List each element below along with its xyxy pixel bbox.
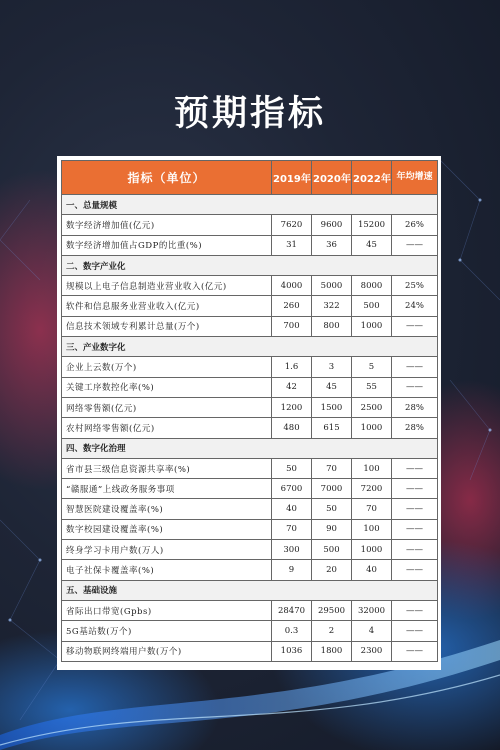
row-label: 软件和信息服务业营业收入(亿元) <box>62 296 272 316</box>
value-2019: 9 <box>272 560 312 580</box>
value-2019: 42 <box>272 377 312 397</box>
value-2020: 7000 <box>312 479 352 499</box>
value-2020: 1800 <box>312 641 352 661</box>
section-row <box>62 438 438 458</box>
row-label: 关键工序数控化率(%) <box>62 377 272 397</box>
value-2019: 1.6 <box>272 357 312 377</box>
value-growth: —— <box>392 316 438 336</box>
value-growth: —— <box>392 540 438 560</box>
row-label: 省际出口带宽(Gpbs) <box>62 600 272 620</box>
row-label: “赣服通”上线政务服务事项 <box>62 479 272 499</box>
value-2019: 480 <box>272 418 312 438</box>
value-2019: 28470 <box>272 600 312 620</box>
value-growth: —— <box>392 621 438 641</box>
value-2019: 70 <box>272 519 312 539</box>
value-2019: 6700 <box>272 479 312 499</box>
value-2020: 70 <box>312 458 352 478</box>
table-row <box>62 641 438 661</box>
row-label: 终身学习卡用户数(万人) <box>62 540 272 560</box>
value-growth: —— <box>392 377 438 397</box>
section-label: 三、产业数字化 <box>62 337 438 357</box>
value-2020: 500 <box>312 540 352 560</box>
value-2022: 1000 <box>352 316 392 336</box>
section-label: 二、数字产业化 <box>62 255 438 275</box>
value-2020: 29500 <box>312 600 352 620</box>
value-2019: 7620 <box>272 215 312 235</box>
table-row <box>62 316 438 336</box>
value-growth: 28% <box>392 418 438 438</box>
value-2020: 20 <box>312 560 352 580</box>
value-2019: 1036 <box>272 641 312 661</box>
header-2020: 2020年 <box>312 161 352 195</box>
table-row <box>62 276 438 296</box>
section-label: 一、总量规模 <box>62 195 438 215</box>
table-row <box>62 377 438 397</box>
value-2022: 40 <box>352 560 392 580</box>
value-growth: 24% <box>392 296 438 316</box>
value-growth: —— <box>392 560 438 580</box>
table-row <box>62 600 438 620</box>
value-2022: 7200 <box>352 479 392 499</box>
value-growth: —— <box>392 479 438 499</box>
indicator-table <box>61 160 438 662</box>
table-row <box>62 479 438 499</box>
value-2022: 100 <box>352 458 392 478</box>
header-2019: 2019年 <box>272 161 312 195</box>
value-2022: 1000 <box>352 540 392 560</box>
value-2020: 45 <box>312 377 352 397</box>
row-label: 数字经济增加值(亿元) <box>62 215 272 235</box>
value-2020: 5000 <box>312 276 352 296</box>
value-growth: —— <box>392 235 438 255</box>
value-2022: 2500 <box>352 397 392 417</box>
table-row <box>62 540 438 560</box>
row-label: 企业上云数(万个) <box>62 357 272 377</box>
row-label: 网络零售额(亿元) <box>62 397 272 417</box>
section-label: 四、数字化治理 <box>62 438 438 458</box>
value-2022: 4 <box>352 621 392 641</box>
value-growth: —— <box>392 519 438 539</box>
value-2020: 615 <box>312 418 352 438</box>
value-2022: 5 <box>352 357 392 377</box>
table-row <box>62 519 438 539</box>
value-2019: 260 <box>272 296 312 316</box>
value-2022: 32000 <box>352 600 392 620</box>
section-row <box>62 337 438 357</box>
value-2022: 100 <box>352 519 392 539</box>
row-label: 信息技术领域专利累计总量(万个) <box>62 316 272 336</box>
value-2020: 50 <box>312 499 352 519</box>
value-growth: —— <box>392 458 438 478</box>
table-row <box>62 621 438 641</box>
page-title: 预期指标 <box>173 94 326 134</box>
header-indicator: 指标（单位） <box>62 161 272 195</box>
value-2019: 50 <box>272 458 312 478</box>
value-growth: —— <box>392 641 438 661</box>
row-label: 数字校园建设覆盖率(%) <box>62 519 272 539</box>
value-2020: 90 <box>312 519 352 539</box>
table-row <box>62 418 438 438</box>
value-growth: 26% <box>392 215 438 235</box>
value-2019: 300 <box>272 540 312 560</box>
row-label: 数字经济增加值占GDP的比重(%) <box>62 235 272 255</box>
section-row <box>62 580 438 600</box>
value-2019: 700 <box>272 316 312 336</box>
section-row <box>62 255 438 275</box>
value-2019: 1200 <box>272 397 312 417</box>
value-growth: 25% <box>392 276 438 296</box>
value-2020: 36 <box>312 235 352 255</box>
row-label: 农村网络零售额(亿元) <box>62 418 272 438</box>
table-row <box>62 235 438 255</box>
table-row <box>62 560 438 580</box>
row-label: 5G基站数(万个) <box>62 621 272 641</box>
row-label: 移动物联网终端用户数(万个) <box>62 641 272 661</box>
value-2020: 1500 <box>312 397 352 417</box>
value-2022: 55 <box>352 377 392 397</box>
table-row <box>62 397 438 417</box>
value-growth: —— <box>392 357 438 377</box>
value-2022: 70 <box>352 499 392 519</box>
header-growth: 年均增速 <box>392 161 438 195</box>
value-2020: 9600 <box>312 215 352 235</box>
table-row <box>62 296 438 316</box>
row-label: 省市县三级信息资源共享率(%) <box>62 458 272 478</box>
header-2022: 2022年 <box>352 161 392 195</box>
value-2020: 3 <box>312 357 352 377</box>
table-body <box>62 195 438 662</box>
row-label: 电子社保卡覆盖率(%) <box>62 560 272 580</box>
value-2022: 8000 <box>352 276 392 296</box>
value-growth: —— <box>392 499 438 519</box>
value-2022: 1000 <box>352 418 392 438</box>
value-growth: —— <box>392 600 438 620</box>
value-2022: 2300 <box>352 641 392 661</box>
value-2022: 15200 <box>352 215 392 235</box>
table-row <box>62 357 438 377</box>
table-header <box>62 161 438 195</box>
table-row <box>62 499 438 519</box>
section-label: 五、基础设施 <box>62 580 438 600</box>
value-2019: 40 <box>272 499 312 519</box>
value-growth: 28% <box>392 397 438 417</box>
section-row <box>62 195 438 215</box>
row-label: 规模以上电子信息制造业营业收入(亿元) <box>62 276 272 296</box>
value-2019: 4000 <box>272 276 312 296</box>
value-2020: 322 <box>312 296 352 316</box>
table-row <box>62 458 438 478</box>
table-row <box>62 215 438 235</box>
value-2022: 45 <box>352 235 392 255</box>
value-2019: 0.3 <box>272 621 312 641</box>
value-2020: 800 <box>312 316 352 336</box>
row-label: 智慧医院建设覆盖率(%) <box>62 499 272 519</box>
indicator-table-card <box>57 156 441 670</box>
value-2019: 31 <box>272 235 312 255</box>
value-2022: 500 <box>352 296 392 316</box>
value-2020: 2 <box>312 621 352 641</box>
